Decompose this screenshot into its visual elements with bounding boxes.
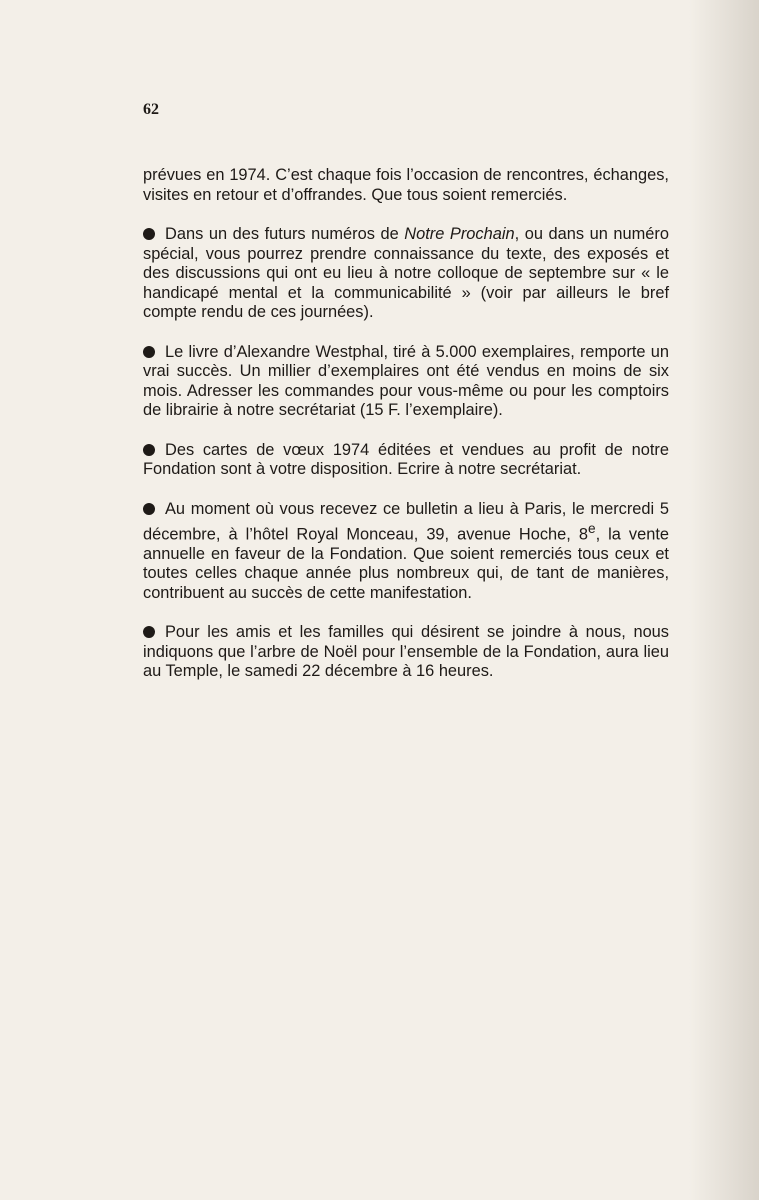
paragraph-text: prévues en 1974. C’est chaque fois l’occasion de rencontres, échanges, visites en retour et d’offrandes. Que tous soient remerciés.: [143, 166, 669, 204]
paragraph-cartes: [143, 441, 669, 480]
bullet-icon: [143, 444, 155, 456]
article-body: [143, 166, 669, 702]
bullet-icon: [143, 626, 155, 638]
paragraph-livre: [143, 343, 669, 421]
bullet-icon: [143, 346, 155, 358]
paragraph-text: Le livre d’Alexandre Westphal, tiré à 5.000 exemplaires, remporte un vrai succès. Un millier d’exemplaires ont été vendus en moins de six mois. Adresser les commandes pour vous-même ou pour les comptoirs de librairie à notre secrétariat (15 F. l’exemplaire).: [143, 342, 669, 419]
paragraph-text: Des cartes de vœux 1974 éditées et vendues au profit de notre Fondation sont à votre disposition. Ecrire à notre secrétariat.: [143, 440, 669, 478]
paragraph-noel: [143, 623, 669, 682]
paragraph-colloque: [143, 225, 669, 323]
paragraph-text: , la vente annuelle en faveur de la Fondation. Que soient remerciés tous ceux et toutes celles chaque année plus nombreux qui, de tant de manières, contribuent au succès de cette manifestation.: [143, 525, 670, 602]
bullet-icon: [143, 503, 155, 515]
paragraph-vente: [143, 500, 669, 604]
page-number: 62: [143, 101, 159, 118]
paragraph-text: , ou dans un numéro spécial, vous pourrez prendre connaissance du texte, des exposés et des discussions qui ont eu lieu à notre colloque de septembre sur « le handicapé mental et la communicabilité » (voir par ailleurs le bref compte rendu de ces journées).: [143, 225, 669, 321]
paragraph-intro: [143, 166, 669, 205]
superscript: e: [587, 521, 596, 536]
paragraph-text: Dans un des futurs numéros de: [165, 225, 405, 243]
page-edge-shadow: [689, 0, 759, 1200]
bullet-icon: [143, 228, 155, 240]
publication-title: Notre Prochain: [404, 225, 515, 243]
paragraph-text: Pour les amis et les familles qui désirent se joindre à nous, nous indiquons que l’arbre de Noël pour l’ensemble de la Fondation, aura lieu au Temple, le samedi 22 décembre à 16 heures.: [143, 623, 669, 681]
paragraph-text: Au moment où vous recevez ce bulletin a lieu à Paris, le mercredi 5 décembre, à l’hôtel Royal Monceau, 39, avenue Hoche, 8: [143, 499, 669, 544]
